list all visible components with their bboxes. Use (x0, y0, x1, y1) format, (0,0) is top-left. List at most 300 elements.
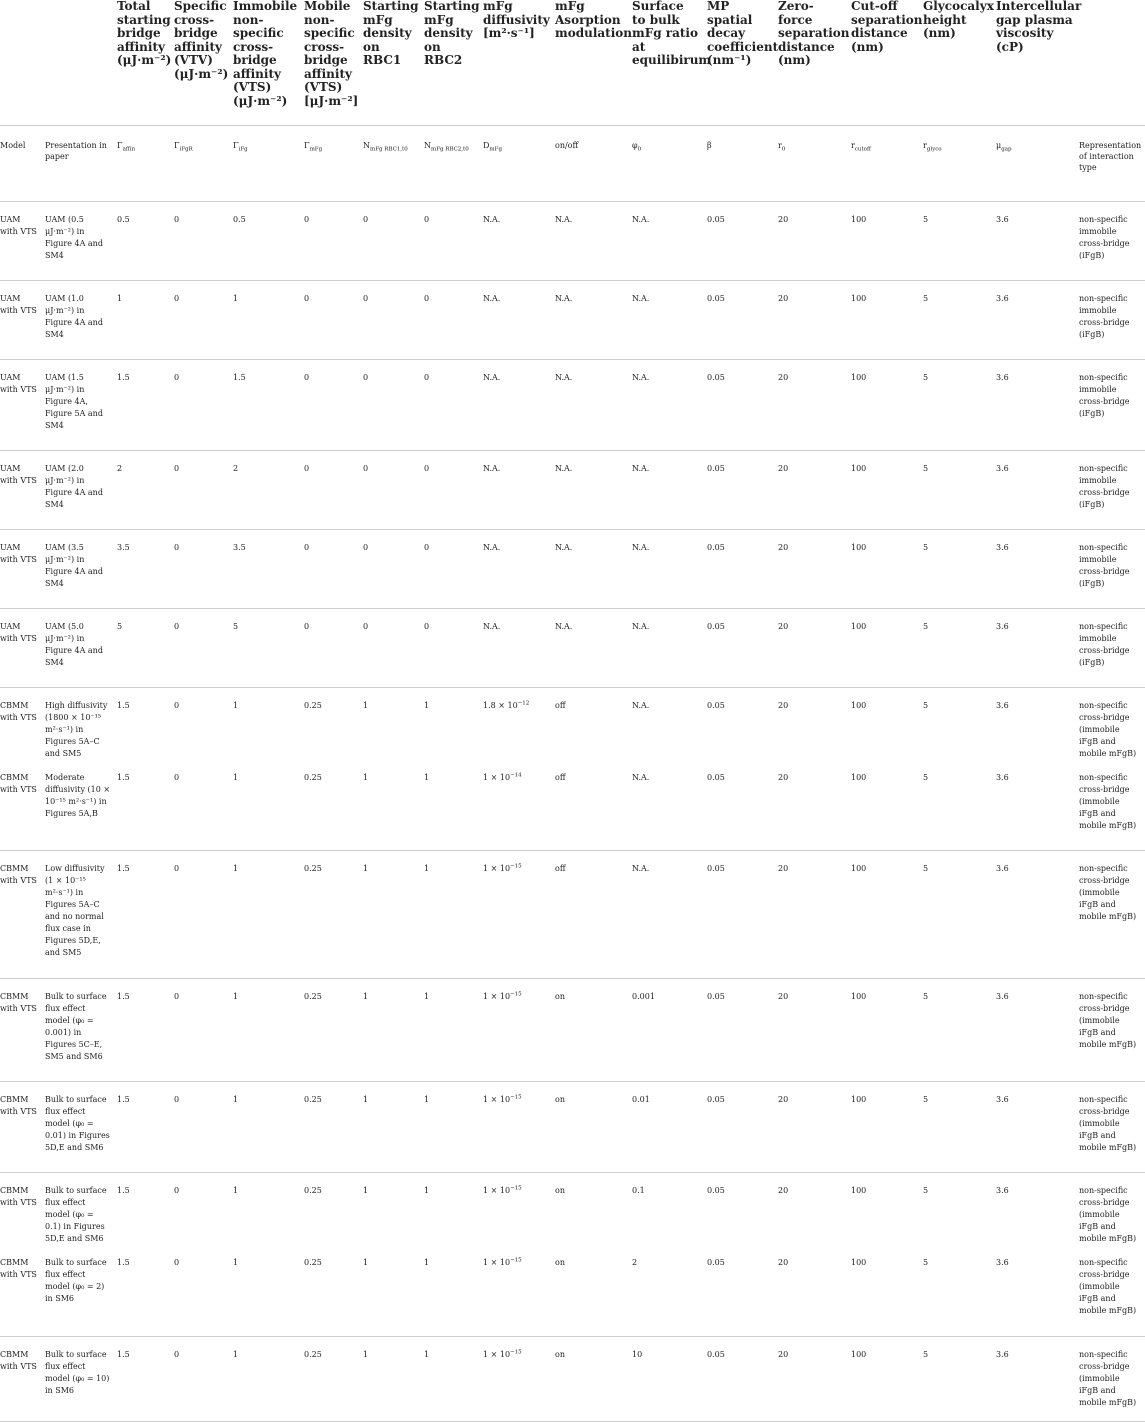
absorption-cell: off (555, 687, 632, 760)
model-cell: CBMM with VTS (0, 1082, 45, 1173)
symbol-model: Model (0, 125, 45, 201)
viscosity-cell: 3.6 (996, 280, 1079, 359)
representation-cell: non-specific cross-bridge (immobile iFgB and mobile mFgB) (1079, 687, 1145, 760)
absorption-cell: N.A. (555, 529, 632, 608)
phi-cell: 0.1 (632, 1173, 707, 1246)
r0-cell: 20 (778, 851, 851, 979)
column-header: Cut-off separation distance (nm) (851, 0, 923, 54)
mobile-affinity-cell: 0 (304, 608, 363, 687)
absorption-cell: N.A. (555, 201, 632, 280)
model-cell: CBMM with VTS (0, 1173, 45, 1246)
table-row (0, 1336, 1145, 1421)
column-header: mFg diffusivity [m²·s⁻¹] (483, 0, 550, 40)
diffusivity-value: N.A. (483, 293, 501, 303)
diffusivity-exponent: −12 (517, 699, 530, 706)
diffusivity-value: 1 × 10 (483, 864, 511, 873)
diffusivity-cell (483, 529, 555, 608)
total-affinity-cell: 1.5 (117, 359, 174, 450)
total-affinity-cell: 0.5 (117, 201, 174, 280)
symbol-r0: $r_0$ (778, 125, 851, 201)
column-header (0, 0, 45, 125)
rglyco-cell: 5 (923, 1336, 996, 1421)
rcutoff-cell: 100 (851, 1258, 867, 1267)
column-header: Glycocalyx height (nm) (923, 0, 994, 40)
phi-cell: N.A. (632, 687, 707, 760)
specific-affinity-cell: 0 (174, 529, 233, 608)
rglyco-cell: 5 (923, 450, 996, 529)
diffusivity-value: N.A. (483, 463, 501, 473)
rcutoff-cell: 100 (851, 280, 923, 359)
mobile-affinity-cell: 0.25 (304, 1082, 363, 1173)
diffusivity-cell (483, 760, 555, 851)
symbol-on-off: on/off (555, 125, 632, 201)
rglyco-cell: 5 (923, 851, 996, 979)
table-row (0, 851, 1145, 979)
mobile-affinity-cell: 0.25 (304, 979, 363, 1082)
specific-affinity-cell: 0 (174, 1258, 180, 1267)
beta-cell: 0.05 (707, 772, 725, 782)
absorption-cell: off (555, 772, 566, 782)
header-row (0, 0, 1145, 125)
rbc1-density-cell: 1 (363, 687, 424, 760)
beta-cell: 0.05 (707, 1082, 778, 1173)
symbol-gamma-mfg: $\Gamma_{mFg}$ (304, 125, 363, 201)
total-affinity-cell: 2 (117, 450, 174, 529)
symbol-n-rbc2: $N_{mFg RBC2,t0}$ (424, 125, 483, 201)
beta-cell: 0.05 (707, 359, 778, 450)
immobile-affinity-cell: 2 (233, 450, 304, 529)
model-cell: UAM with VTS (0, 280, 45, 359)
rbc1-density-cell: 0 (363, 201, 424, 280)
specific-affinity-cell: 0 (174, 687, 233, 760)
immobile-affinity-cell: 1 (233, 1336, 304, 1421)
phi-cell: 0.001 (632, 979, 707, 1082)
column-header (45, 0, 117, 125)
rbc2-density-cell: 1 (424, 1173, 483, 1246)
immobile-affinity-cell: 1 (233, 979, 304, 1082)
absorption-cell: on (555, 1173, 632, 1246)
model-cell: CBMM with VTS (0, 1336, 45, 1421)
specific-affinity-cell: 0 (174, 1082, 233, 1173)
diffusivity-cell (483, 1173, 555, 1246)
representation-cell: non-specific cross-bridge (immobile iFgB and mobile mFgB) (1079, 851, 1145, 979)
beta-cell: 0.05 (707, 608, 778, 687)
presentation-cell: Low diffusivity (1 × 10⁻¹⁵ m²·s⁻¹) in Figures 5A–C and no normal flux case in Figures 5D,E, and SM5 (45, 851, 117, 979)
phi-cell: N.A. (632, 608, 707, 687)
presentation-cell: UAM (1.0 μJ·m⁻²) in Figure 4A and SM4 (45, 280, 117, 359)
total-affinity-cell: 1.5 (117, 1173, 174, 1246)
presentation-cell: UAM (3.5 μJ·m⁻²) in Figure 4A and SM4 (45, 529, 117, 608)
presentation-cell: UAM (1.5 μJ·m⁻²) in Figure 4A, Figure 5A and SM4 (45, 359, 117, 450)
phi-cell: 2 (632, 1258, 638, 1267)
mobile-affinity-cell: 0.25 (304, 687, 363, 760)
absorption-cell: N.A. (555, 280, 632, 359)
rcutoff-cell: 100 (851, 450, 923, 529)
specific-affinity-cell: 0 (174, 280, 233, 359)
table-row (0, 1173, 1145, 1246)
diffusivity-cell (483, 201, 555, 280)
immobile-affinity-cell: 1 (233, 687, 304, 760)
rglyco-cell: 5 (923, 687, 996, 760)
diffusivity-value: 1 × 10 (483, 992, 511, 1001)
r0-cell: 20 (778, 201, 851, 280)
immobile-affinity-cell: 0.5 (233, 201, 304, 280)
rcutoff-cell: 100 (851, 1082, 923, 1173)
column-header: Intercellular gap plasma viscosity (cP) (996, 0, 1082, 54)
phi-cell: N.A. (632, 529, 707, 608)
immobile-affinity-cell: 1 (233, 1082, 304, 1173)
specific-affinity-cell: 0 (174, 1173, 233, 1246)
rcutoff-cell: 100 (851, 687, 923, 760)
representation-cell: non-specific immobile cross-bridge (iFgB) (1079, 450, 1145, 529)
rcutoff-cell: 100 (851, 1336, 923, 1421)
symbol-presentation: Presentation in paper (45, 125, 117, 201)
model-cell: UAM with VTS (0, 450, 45, 529)
diffusivity-exponent: −14 (510, 771, 522, 778)
rbc2-density-cell: 0 (424, 359, 483, 450)
beta-cell: 0.05 (707, 979, 778, 1082)
total-affinity-cell: 5 (117, 608, 174, 687)
presentation-cell: UAM (5.0 μJ·m⁻²) in Figure 4A and SM4 (45, 608, 117, 687)
diffusivity-cell (483, 979, 555, 1082)
total-affinity-cell: 1.5 (117, 1258, 130, 1267)
rbc1-density-cell: 1 (363, 1336, 424, 1421)
rcutoff-cell: 100 (851, 1173, 923, 1246)
diffusivity-value: N.A. (483, 214, 501, 224)
representation-cell: non-specific immobile cross-bridge (iFgB) (1079, 201, 1145, 280)
rbc2-density-cell: 1 (424, 772, 430, 782)
symbol-n-rbc1: $N_{mFg RBC1,t0}$ (363, 125, 424, 201)
mobile-affinity-cell: 0 (304, 201, 363, 280)
rbc2-density-cell: 1 (424, 851, 483, 979)
column-header (1079, 0, 1145, 125)
model-cell: UAM with VTS (0, 608, 45, 687)
beta-cell: 0.05 (707, 851, 778, 979)
representation-cell: non-specific cross-bridge (immobile iFgB and mobile mFgB) (1079, 1082, 1145, 1173)
model-cell: CBMM with VTS (0, 1258, 37, 1279)
symbol-representation: Representation of interaction type (1079, 125, 1145, 201)
model-cell: UAM with VTS (0, 529, 45, 608)
total-affinity-cell: 1.5 (117, 979, 174, 1082)
column-header: Specific cross-bridge affinity (VTV) (μJ·m⁻²) (174, 0, 229, 81)
r0-cell: 20 (778, 1258, 789, 1267)
rbc1-density-cell: 0 (363, 280, 424, 359)
phi-cell: N.A. (632, 772, 650, 782)
column-header: Starting mFg density on RBC1 (363, 0, 419, 67)
absorption-cell: N.A. (555, 450, 632, 529)
immobile-affinity-cell: 5 (233, 608, 304, 687)
immobile-affinity-cell: 1 (233, 851, 304, 979)
mobile-affinity-cell: 0.25 (304, 851, 363, 979)
diffusivity-cell (483, 1336, 555, 1421)
column-header: MP spatial decay coefficient (nm⁻¹) (707, 0, 779, 67)
symbol-gamma-ifgr: $\Gamma_{iFgR}$ (174, 125, 233, 201)
column-header: mFg Asorption modulation (555, 0, 632, 40)
rbc1-density-cell: 1 (363, 979, 424, 1082)
diffusivity-value: 1 × 10 (483, 772, 511, 782)
presentation-cell: UAM (0.5 μJ·m⁻²) in Figure 4A and SM4 (45, 201, 117, 280)
symbol-beta: β (707, 125, 778, 201)
table-row (0, 280, 1145, 359)
representation-cell: non-specific cross-bridge (immobile iFgB and mobile mFgB) (1079, 979, 1145, 1082)
representation-cell: non-specific cross-bridge (immobile iFgB and mobile mFgB) (1079, 1336, 1145, 1421)
total-affinity-cell: 3.5 (117, 529, 174, 608)
r0-cell: 20 (778, 359, 851, 450)
representation-cell: non-specific cross-bridge (immobile iFgB and mobile mFgB) (1079, 1258, 1137, 1315)
model-cell: CBMM with VTS (0, 851, 45, 979)
beta-cell: 0.05 (707, 450, 778, 529)
mobile-affinity-cell: 0.25 (304, 1336, 363, 1421)
rbc2-density-cell: 0 (424, 529, 483, 608)
viscosity-cell: 3.6 (996, 359, 1079, 450)
rglyco-cell: 5 (923, 280, 996, 359)
diffusivity-exponent: −15 (510, 991, 522, 998)
presentation-cell: Moderate diffusivity (10 × 10⁻¹⁵ m²·s⁻¹) in Figures 5A,B (45, 772, 111, 818)
mobile-affinity-cell: 0 (304, 450, 363, 529)
beta-cell: 0.05 (707, 687, 778, 760)
presentation-cell: High diffusivity (1800 × 10⁻¹⁵ m²·s⁻¹) in Figures 5A–C and SM5 (45, 687, 117, 760)
total-affinity-cell: 1.5 (117, 772, 130, 782)
rglyco-cell: 5 (923, 1258, 929, 1267)
viscosity-cell: 3.6 (996, 772, 1009, 782)
model-cell: UAM with VTS (0, 201, 45, 280)
rbc2-density-cell: 1 (424, 979, 483, 1082)
viscosity-cell: 3.6 (996, 687, 1079, 760)
viscosity-cell: 3.6 (996, 201, 1079, 280)
mobile-affinity-cell: 0 (304, 529, 363, 608)
diffusivity-value: 1 × 10 (483, 1349, 511, 1359)
representation-cell: non-specific cross-bridge (immobile iFgB and mobile mFgB) (1079, 1173, 1145, 1246)
table-row (0, 1245, 1145, 1336)
phi-cell: N.A. (632, 851, 707, 979)
r0-cell: 20 (778, 608, 851, 687)
table-header (0, 0, 1145, 201)
mobile-affinity-cell: 0 (304, 280, 363, 359)
presentation-cell: Bulk to surface flux effect model (φ₀ = 2) in SM6 (45, 1258, 107, 1303)
rglyco-cell: 5 (923, 772, 929, 782)
table-row (0, 529, 1145, 608)
absorption-cell: on (555, 1082, 632, 1173)
rbc1-density-cell: 1 (363, 851, 424, 979)
phi-cell: 10 (632, 1336, 707, 1421)
rbc1-density-cell: 0 (363, 529, 424, 608)
diffusivity-cell (483, 851, 555, 979)
immobile-affinity-cell: 1 (233, 772, 239, 782)
rbc1-density-cell: 1 (363, 1258, 369, 1267)
representation-cell: non-specific immobile cross-bridge (iFgB) (1079, 529, 1145, 608)
mobile-affinity-cell: 0 (304, 359, 363, 450)
r0-cell: 20 (778, 772, 789, 782)
beta-cell: 0.05 (707, 280, 778, 359)
table-row (0, 450, 1145, 529)
rcutoff-cell: 100 (851, 979, 923, 1082)
diffusivity-exponent: −15 (510, 1094, 522, 1101)
specific-affinity-cell: 0 (174, 359, 233, 450)
rbc2-density-cell: 1 (424, 687, 483, 760)
diffusivity-value: 1 × 10 (483, 1258, 511, 1267)
representation-cell: non-specific cross-bridge (immobile iFgB and mobile mFgB) (1079, 772, 1137, 830)
symbol-row (0, 125, 1145, 201)
r0-cell: 20 (778, 280, 851, 359)
diffusivity-cell (483, 359, 555, 450)
rglyco-cell: 5 (923, 979, 996, 1082)
specific-affinity-cell: 0 (174, 772, 180, 782)
viscosity-cell: 3.6 (996, 851, 1079, 979)
rbc2-density-cell: 1 (424, 1082, 483, 1173)
rcutoff-cell: 100 (851, 359, 923, 450)
beta-cell: 0.05 (707, 1173, 778, 1246)
mobile-affinity-cell: 0.25 (304, 1258, 322, 1267)
phi-cell: N.A. (632, 450, 707, 529)
diffusivity-exponent: −15 (510, 1257, 522, 1264)
table-row (0, 359, 1145, 450)
table-row (0, 201, 1145, 280)
column-header: Surface to bulk mFg ratio at equilibirum (632, 0, 712, 67)
r0-cell: 20 (778, 1173, 851, 1246)
diffusivity-value: 1 × 10 (483, 1095, 511, 1104)
table-row (0, 979, 1145, 1082)
specific-affinity-cell: 0 (174, 851, 233, 979)
symbol-phi0: $\varphi_0$ (632, 125, 707, 201)
viscosity-cell: 3.6 (996, 979, 1079, 1082)
rglyco-cell: 5 (923, 1082, 996, 1173)
rglyco-cell: 5 (923, 608, 996, 687)
specific-affinity-cell: 0 (174, 1336, 233, 1421)
table-row (0, 760, 1145, 851)
symbol-rglyco: $r_{glyco}$ (923, 125, 996, 201)
r0-cell: 20 (778, 529, 851, 608)
immobile-affinity-cell: 1 (233, 1173, 304, 1246)
rcutoff-cell: 100 (851, 529, 923, 608)
viscosity-cell: 3.6 (996, 450, 1079, 529)
mobile-affinity-cell: 0.25 (304, 772, 322, 782)
rcutoff-cell: 100 (851, 201, 923, 280)
presentation-cell: Bulk to surface flux effect model (φ₀ = 0.001) in Figures 5C–E, SM5 and SM6 (45, 979, 117, 1082)
specific-affinity-cell: 0 (174, 979, 233, 1082)
representation-cell: non-specific immobile cross-bridge (iFgB) (1079, 608, 1145, 687)
absorption-cell: off (555, 851, 632, 979)
phi-cell: N.A. (632, 359, 707, 450)
table-row (0, 1082, 1145, 1173)
column-header: Immobile non-specific cross-bridge affinity (VTS) (μJ·m⁻²) (233, 0, 298, 108)
presentation-cell: UAM (2.0 μJ·m⁻²) in Figure 4A and SM4 (45, 450, 117, 529)
model-cell: CBMM with VTS (0, 772, 37, 794)
rbc2-density-cell: 0 (424, 608, 483, 687)
r0-cell: 20 (778, 1336, 851, 1421)
rbc1-density-cell: 1 (363, 1173, 424, 1246)
representation-cell: non-specific immobile cross-bridge (iFgB) (1079, 359, 1145, 450)
absorption-cell: on (555, 1258, 565, 1267)
absorption-cell: on (555, 979, 632, 1082)
beta-cell: 0.05 (707, 201, 778, 280)
symbol-rcutoff: $r_{cutoff}$ (851, 125, 923, 201)
total-affinity-cell: 1.5 (117, 1082, 174, 1173)
diffusivity-exponent: −15 (510, 1185, 522, 1192)
diffusivity-value: N.A. (483, 621, 501, 631)
viscosity-cell: 3.6 (996, 1082, 1079, 1173)
total-affinity-cell: 1.5 (117, 687, 174, 760)
rcutoff-cell: 100 (851, 772, 867, 782)
diffusivity-exponent: −15 (510, 863, 522, 870)
r0-cell: 20 (778, 450, 851, 529)
diffusivity-value: N.A. (483, 372, 501, 382)
rbc1-density-cell: 0 (363, 359, 424, 450)
phi-cell: 0.01 (632, 1082, 707, 1173)
r0-cell: 20 (778, 979, 851, 1082)
rbc1-density-cell: 0 (363, 450, 424, 529)
rglyco-cell: 5 (923, 201, 996, 280)
diffusivity-cell (483, 450, 555, 529)
rbc1-density-cell: 1 (363, 1082, 424, 1173)
rbc2-density-cell: 0 (424, 201, 483, 280)
specific-affinity-cell: 0 (174, 201, 233, 280)
viscosity-cell: 3.6 (996, 608, 1079, 687)
presentation-cell: Bulk to surface flux effect model (φ₀ = 10) in SM6 (45, 1336, 117, 1421)
rbc2-density-cell: 1 (424, 1336, 483, 1421)
absorption-cell: N.A. (555, 608, 632, 687)
immobile-affinity-cell: 1.5 (233, 359, 304, 450)
diffusivity-cell (483, 1082, 555, 1173)
table-row (0, 608, 1145, 687)
symbol-mu-gap: $\mu_{gap}$ (996, 125, 1079, 201)
model-cell: CBMM with VTS (0, 979, 45, 1082)
total-affinity-cell: 1.5 (117, 1336, 174, 1421)
r0-cell: 20 (778, 1082, 851, 1173)
symbol-d-mfg: $D_{mFg}$ (483, 125, 555, 201)
rbc2-density-cell: 1 (424, 1258, 430, 1267)
total-affinity-cell: 1.5 (117, 851, 174, 979)
r0-cell: 20 (778, 687, 851, 760)
symbol-gamma-ifg: $\Gamma_{iFg}$ (233, 125, 304, 201)
table-row (0, 687, 1145, 760)
mobile-affinity-cell: 0.25 (304, 1173, 363, 1246)
viscosity-cell: 3.6 (996, 529, 1079, 608)
diffusivity-value: N.A. (483, 542, 501, 552)
immobile-affinity-cell: 1 (233, 280, 304, 359)
model-cell: CBMM with VTS (0, 687, 45, 760)
column-header: Mobile non-specific cross-bridge affinity (VTS) [μJ·m⁻²] (304, 0, 359, 108)
diffusivity-exponent: −15 (510, 1348, 522, 1355)
diffusivity-value: 1.8 × 10 (483, 700, 518, 710)
table-body (0, 201, 1145, 1421)
diffusivity-cell (483, 608, 555, 687)
rbc1-density-cell: 1 (363, 772, 369, 782)
diffusivity-cell (483, 687, 555, 760)
immobile-affinity-cell: 3.5 (233, 529, 304, 608)
beta-cell: 0.05 (707, 529, 778, 608)
viscosity-cell: 3.6 (996, 1336, 1079, 1421)
rbc2-density-cell: 0 (424, 450, 483, 529)
representation-cell: non-specific immobile cross-bridge (iFgB) (1079, 280, 1145, 359)
beta-cell: 0.05 (707, 1336, 778, 1421)
column-header: Starting mFg density on RBC2 (424, 0, 480, 67)
phi-cell: N.A. (632, 201, 707, 280)
rbc1-density-cell: 0 (363, 608, 424, 687)
diffusivity-value: 1 × 10 (483, 1186, 511, 1195)
absorption-cell: N.A. (555, 359, 632, 450)
rcutoff-cell: 100 (851, 851, 923, 979)
column-header: Total starting bridge affinity (μJ·m⁻²) (117, 0, 172, 67)
rglyco-cell: 5 (923, 359, 996, 450)
immobile-affinity-cell: 1 (233, 1258, 239, 1267)
rglyco-cell: 5 (923, 1173, 996, 1246)
rcutoff-cell: 100 (851, 608, 923, 687)
model-cell: UAM with VTS (0, 359, 45, 450)
symbol-gamma-affin: $\Gamma_{affin}$ (117, 125, 174, 201)
rbc2-density-cell: 0 (424, 280, 483, 359)
specific-affinity-cell: 0 (174, 608, 233, 687)
presentation-cell: Bulk to surface flux effect model (φ₀ = 0.1) in Figures 5D,E and SM6 (45, 1173, 117, 1246)
